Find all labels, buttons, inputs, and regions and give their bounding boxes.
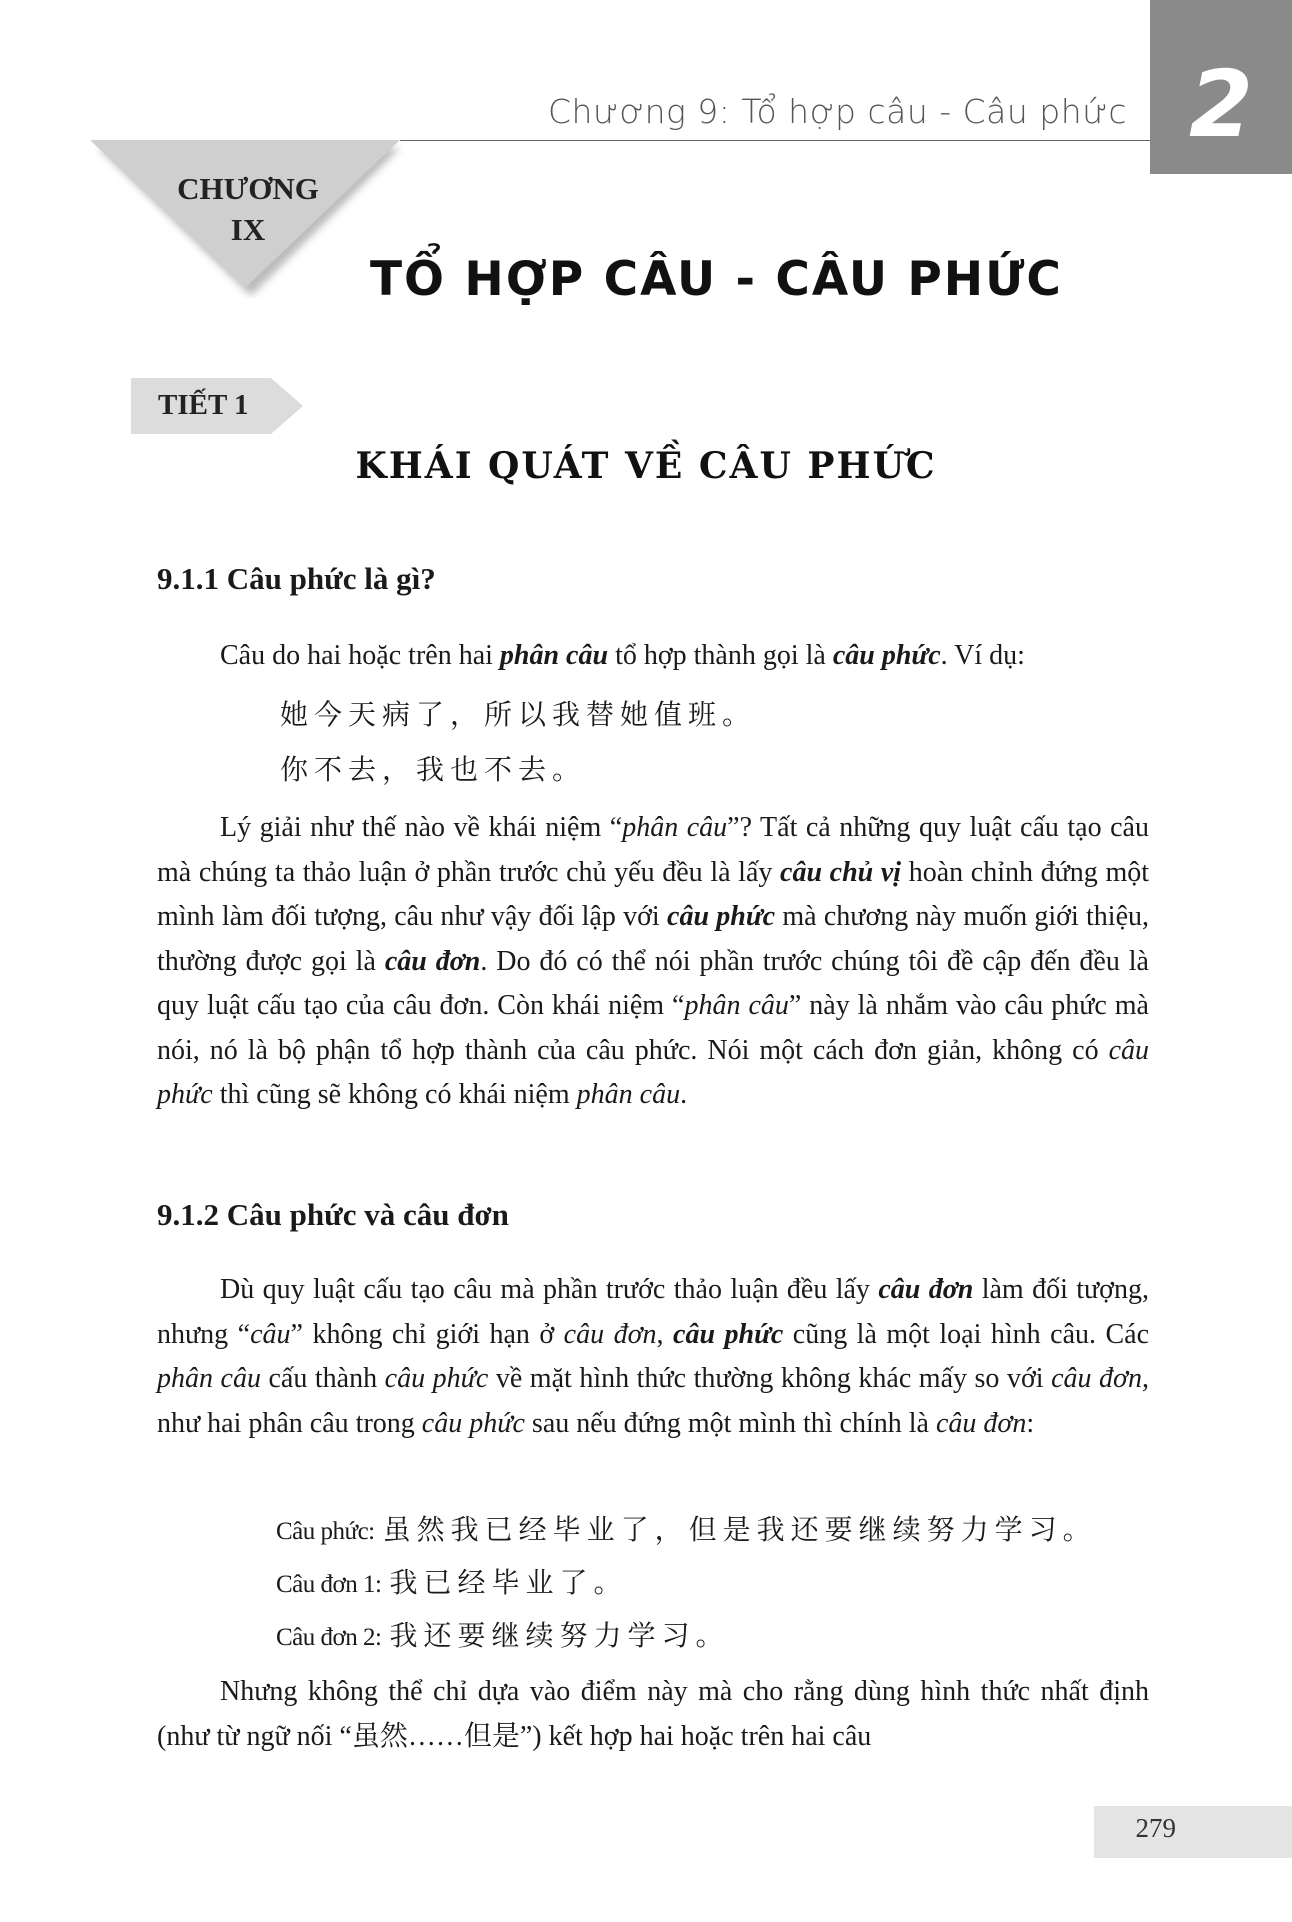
emphasis-term: câu phức: [667, 901, 776, 932]
heading-9-1-2: 9.1.2 Câu phức và câu đơn: [157, 1197, 509, 1232]
heading-9-1-1: 9.1.1 Câu phức là gì?: [157, 561, 436, 596]
text-run: cấu thành: [260, 1363, 385, 1394]
text-run: Nhưng không thể chỉ dựa vào điểm này mà cho rằng dùng hình thức nhất định (như từ ngữ nối “虽然……但是”) kết hợp hai hoặc trên hai câu: [157, 1676, 1149, 1752]
emphasis-term: câu đơn: [384, 945, 481, 977]
example-text: 虽然我已经毕业了，但是我还要继续努力学习。: [382, 1513, 1097, 1546]
text-run: làm đối tượng, nhưng “: [157, 1274, 1149, 1350]
part-number-tab: 2: [1150, 0, 1292, 174]
example-sentence-2: 你不去，我也不去。: [280, 753, 587, 786]
italic-term: phân câu: [157, 1363, 261, 1394]
example-label: Câu đơn 1:: [276, 1571, 382, 1598]
chapter-label-number: IX: [230, 212, 266, 247]
text-run: Lý giải như thế nào về khái niệm “: [220, 812, 623, 843]
page-number: 279: [1135, 1813, 1176, 1843]
text-run: tổ hợp thành gọi là: [608, 640, 833, 671]
example-row-complex: [276, 1508, 1097, 1548]
italic-term: phân câu: [622, 812, 728, 843]
running-header-title: Chương 9: Tổ hợp câu - Câu phức: [547, 92, 1127, 131]
example-text: 我还要继续努力学习。: [389, 1619, 730, 1652]
italic-term: câu: [250, 1318, 291, 1350]
text-run: mà chương này muốn giới thiệu, thường được gọi là: [157, 901, 1150, 977]
paragraph-9-1-2-continued: [157, 1670, 1149, 1759]
example-text: 我已经毕业了。: [389, 1566, 628, 1599]
chapter-label-word: CHƯƠNG: [177, 171, 319, 206]
text-run: , như hai phân câu trong: [157, 1363, 1149, 1439]
text-run: :: [1026, 1407, 1035, 1439]
emphasis-term: câu chủ vị: [780, 856, 902, 888]
text-run: . Do đó có thể nói phần trước chúng tôi đề cập đến đều là quy luật cấu tạo của câu đơn. Còn khái niệm “: [157, 945, 1149, 1021]
text-run: ” này là nhắm vào câu phức mà nói, nó là bộ phận tổ hợp thành của câu phức. Nói một cách đơn giản, không có: [157, 990, 1149, 1066]
example-row-simple-1: [276, 1561, 627, 1601]
section-label: TIẾT 1: [158, 389, 249, 421]
italic-term: câu phức: [421, 1407, 525, 1439]
text-run: thì cũng sẽ không có khái niệm: [212, 1079, 577, 1110]
text-run: .: [680, 1079, 688, 1110]
example-label: Câu phức:: [276, 1518, 375, 1545]
text-run: . Ví dụ:: [940, 640, 1025, 671]
italic-term: phân câu: [684, 990, 789, 1021]
italic-term: phân câu: [576, 1079, 681, 1110]
section-title: KHÁI QUÁT VỀ CÂU PHỨC: [355, 445, 937, 487]
chapter-title: TỔ HỢP CÂU - CÂU PHỨC: [370, 252, 1063, 307]
emphasis-term: câu phức: [673, 1318, 784, 1350]
paragraph-9-1-2-intro: [157, 1268, 1149, 1446]
example-label: Câu đơn 2:: [276, 1624, 382, 1651]
emphasis-term: câu phức: [832, 640, 941, 671]
italic-term: câu đơn: [1051, 1363, 1142, 1394]
italic-term: câu đơn: [935, 1407, 1027, 1439]
text-run: ”? Tất cả những quy luật cấu tạo câu mà chúng ta thảo luận ở phần trước chủ yếu đều là lấy: [157, 812, 1149, 888]
text-run: sau nếu đứng một mình thì chính là: [524, 1407, 936, 1439]
text-run: Câu do hai hoặc trên hai: [220, 640, 500, 671]
paragraph-9-1-1-body: [157, 806, 1149, 1118]
text-run: cũng là một loại hình câu. Các: [783, 1318, 1150, 1350]
text-run: ” không chỉ giới hạn ở: [290, 1318, 564, 1350]
page-number-box: [1094, 1806, 1292, 1858]
chapter-label: [148, 168, 348, 250]
example-sentence-1: 她今天病了，所以我替她值班。: [280, 698, 757, 731]
paragraph-9-1-1-intro: [157, 634, 1149, 679]
text-run: hoàn chỉnh đứng một mình làm đối tượng, câu như vậy đối lập với: [157, 856, 1150, 932]
text-run: Dù quy luật cấu tạo câu mà phần trước thảo luận đều lấy: [220, 1274, 879, 1305]
italic-term: câu phức: [384, 1363, 489, 1394]
emphasis-term: câu đơn: [878, 1274, 974, 1305]
italic-term: câu phức: [157, 1034, 1149, 1110]
example-row-simple-2: [276, 1614, 729, 1654]
text-run: về mặt hình thức thường không khác mấy so với: [488, 1363, 1052, 1394]
emphasis-term: phân câu: [499, 640, 609, 671]
text-run: ,: [656, 1318, 674, 1350]
italic-term: câu đơn: [563, 1318, 657, 1350]
